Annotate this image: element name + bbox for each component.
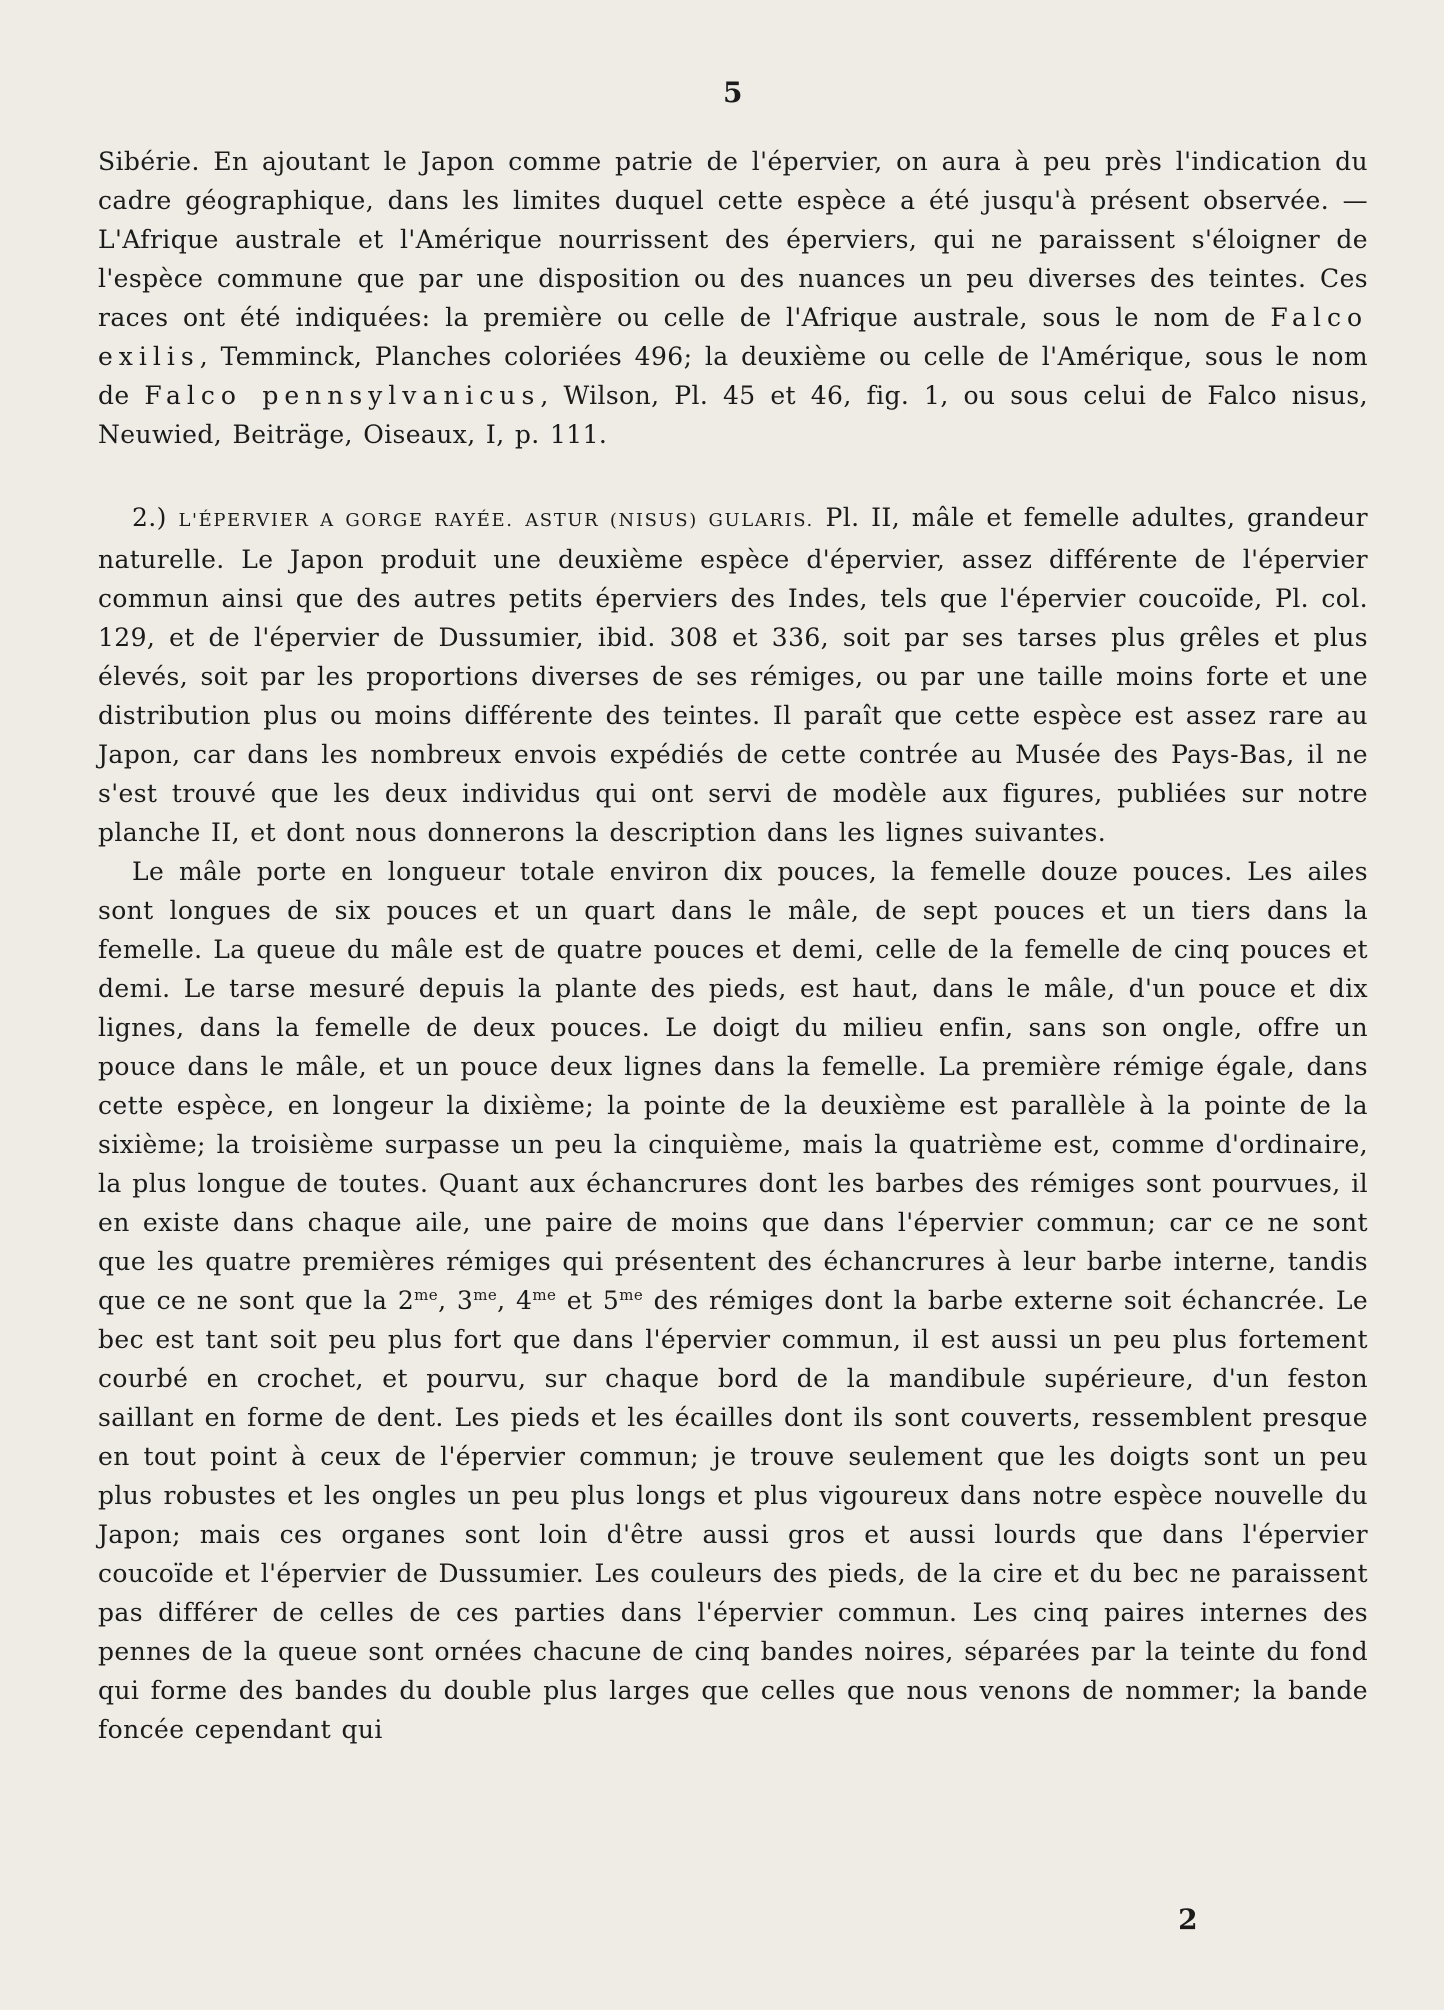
section-number: 2.) <box>132 503 167 532</box>
paragraph-sparrowhawk-range <box>98 142 1368 454</box>
species-name-falco-pennsylvanicus: Falco pennsylvanicus <box>144 381 541 410</box>
text-run: , Wilson, Pl. 45 et 46, fig. 1, ou sous celui de Falco nisus, Neuwied, Beiträge, Oiseaux, I, p. 111. <box>98 381 1368 449</box>
text-run: Pl. II, mâle et femelle adultes, grandeur naturelle. Le Japon produit une deuxième espèce d'épervier, assez différente de l'épervier commun ainsi que des autres petits éperviers des Indes, tels que l'épervier coucoïde, Pl. col. 129, et de l'épervier de Dussumier, ibid. 308 et 336, soit par ses tarses plus grêles et plus élevés, soit par les proportions diverses de ses rémiges, ou par une taille moins forte et une distribution plus ou moins différente des teintes. Il paraît que cette espèce est assez rare au Japon, car dans les nombreux envois expédiés de cette contrée au Musée des Pays-Bas, il ne s'est trouvé que les deux individus qui ont servi de modèle aux figures, publiées sur notre planche II, et dont nous donnerons la description dans les lignes suivantes. <box>98 503 1368 847</box>
text-run: , 4 <box>497 1286 533 1315</box>
text-run: Sibérie. En ajoutant le Japon comme patrie de l'épervier, on aura à peu près l'indication du cadre géographique, dans les limites duquel cette espèce a été jusqu'à présent observée. — L'Afrique australe et l'Amérique nourrissent des éperviers, qui ne paraissent s'éloigner de l'espèce commune que par une disposition ou des nuances un peu diverses des teintes. Ces races ont été indiquées: la première ou celle de l'Afrique australe, sous le nom de <box>98 147 1368 332</box>
ordinal-superscript: me <box>532 1286 557 1304</box>
paragraph-description-measurements <box>98 852 1368 1749</box>
species-latin-name: ASTUR (NISUS) GULARIS. <box>525 510 814 531</box>
page-number: 5 <box>723 76 743 109</box>
text-run: Le mâle porte en longueur totale environ dix pouces, la femelle douze pouces. Les ailes sont longues de six pouces et un quart dans le mâle, de sept pouces et un tiers dans la femelle. La queue du mâle est de quatre pouces et demi, celle de la femelle de cinq pouces et demi. Le tarse mesuré depuis la plante des pieds, est haut, dans le mâle, d'un pouce et dix lignes, dans la femelle de deux pouces. Le doigt du milieu enfin, sans son ongle, offre un pouce dans le mâle, et un pouce deux lignes dans la femelle. La première rémige égale, dans cette espèce, en longeur la dixième; la pointe de la deuxième est parallèle à la pointe de la sixième; la troisième surpasse un peu la cinquième, mais la quatrième est, comme d'ordinaire, la plus longue de toutes. Quant aux échancrures dont les barbes des rémiges sont pourvues, il en existe dans chaque aile, une paire de moins que dans l'épervier commun; car ce ne sont que les quatre premières rémiges qui présentent des échancrures à leur barbe interne, tandis que ce ne sont que la 2 <box>98 857 1368 1315</box>
signature-mark: 2 <box>1178 1903 1198 1936</box>
text-run: des rémiges dont la barbe externe soit échancrée. Le bec est tant soit peu plus fort que dans l'épervier commun, il est aussi un peu plus fortement courbé en crochet, et pourvu, sur chaque bord de la mandibule supérieure, d'un feston saillant en forme de dent. Les pieds et les écailles dont ils sont couverts, ressemblent presque en tout point à ceux de l'épervier commun; je trouve seulement que les doigts sont un peu plus robustes et les ongles un peu plus longs et plus vigoureux dans notre espèce nouvelle du Japon; mais ces organes sont loin d'être aussi gros et aussi lourds que dans l'épervier coucoïde et l'épervier de Dussumier. Les couleurs des pieds, de la cire et du bec ne paraissent pas différer de celles de ces parties dans l'épervier commun. Les cinq paires internes des pennes de la queue sont ornées chacune de cinq bandes noires, séparées par la teinte du fond qui forme des bandes du double plus larges que celles que nous venons de nommer; la bande foncée cependant qui <box>98 1286 1369 1744</box>
ordinal-superscript: me <box>473 1286 498 1304</box>
text-run: , Temminck, Planches coloriées 496; la deuxième ou celle de l'Amérique, sous le nom de <box>98 342 1368 410</box>
text-run: et 5 <box>556 1286 620 1315</box>
species-name-falco-exilis: Falco exilis <box>98 303 1368 371</box>
ordinal-superscript: me <box>619 1286 644 1304</box>
ordinal-superscript: me <box>414 1286 439 1304</box>
text-run: , 3 <box>438 1286 474 1315</box>
species-common-name: L'ÉPERVIER A GORGE RAYÉE. <box>178 510 514 531</box>
section-gap <box>98 454 1368 498</box>
paragraph-astur-gularis-heading <box>98 498 1368 852</box>
